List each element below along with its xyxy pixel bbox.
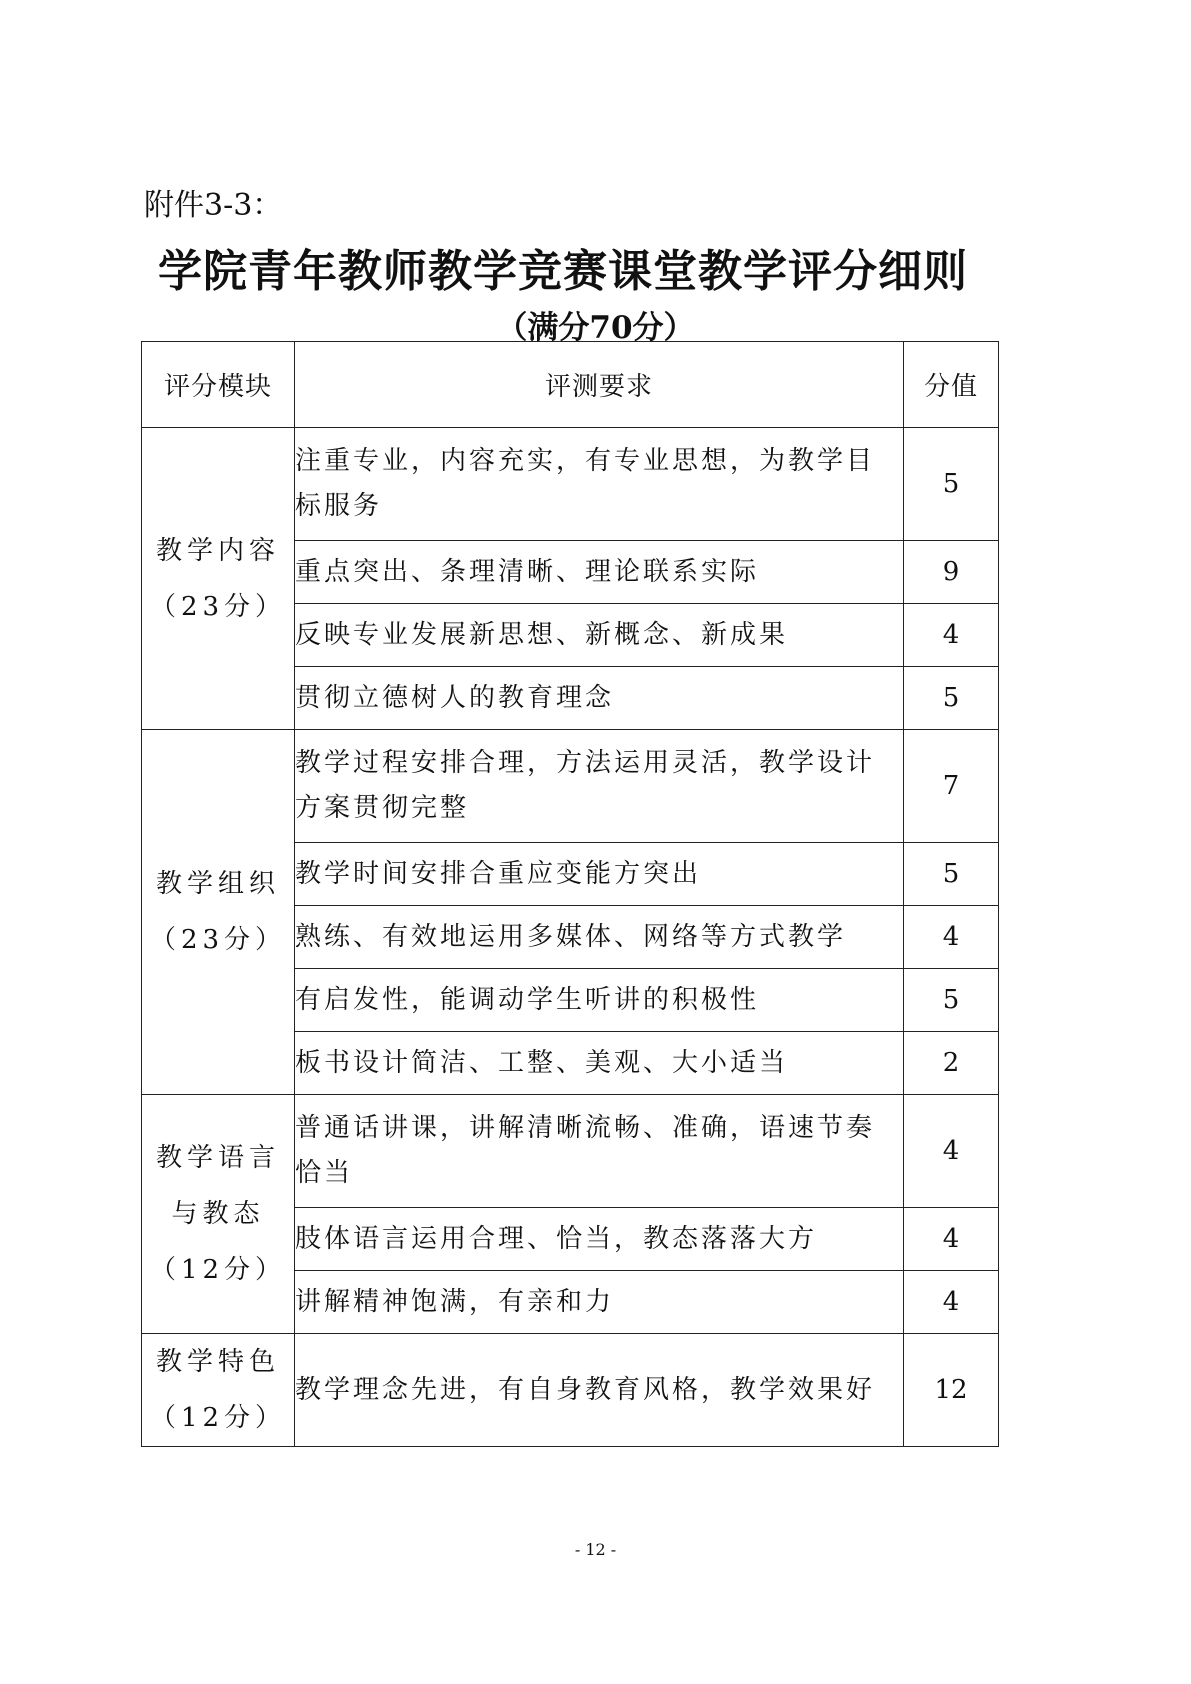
module-teaching-content [142,428,295,730]
requirement-cell: 熟练、有效地运用多媒体、网络等方式教学 [295,906,904,969]
requirement-cell: 反映专业发展新思想、新概念、新成果 [295,604,904,667]
module-name: 教学内容 [155,535,280,566]
score-cell: 4 [904,604,999,667]
score-cell: 4 [904,906,999,969]
requirement-cell: 板书设计简洁、工整、美观、大小适当 [295,1032,904,1095]
module-points: （12分） [149,1403,287,1433]
score-cell: 9 [904,541,999,604]
table-row [142,428,999,541]
requirement-cell: 教学过程安排合理，方法运用灵活，教学设计方案贯彻完整 [295,730,904,843]
table-row [142,730,999,843]
module-points: （12分） [149,1255,287,1285]
requirement-cell: 讲解精神饱满，有亲和力 [295,1271,904,1334]
requirement-cell: 教学时间安排合重应变能方突出 [295,843,904,906]
score-cell: 5 [904,667,999,730]
page-number: - 12 - [574,1540,617,1559]
document-subtitle: （满分70分） [496,310,695,346]
requirement-cell: 教学理念先进，有自身教育风格，教学效果好 [295,1334,904,1447]
table-row [142,1095,999,1208]
requirement-cell: 注重专业，内容充实，有专业思想，为教学目标服务 [295,428,904,541]
document-title: 学院青年教师教学竞赛课堂教学评分细则 [158,246,968,297]
score-cell: 7 [904,730,999,843]
score-cell: 2 [904,1032,999,1095]
header-score: 分值 [904,342,999,428]
score-cell: 4 [904,1271,999,1334]
module-points: （23分） [149,925,287,955]
module-points: （23分） [149,591,287,622]
module-teaching-organization [142,730,295,1095]
module-name: 教学组织 [155,869,280,899]
table-row [142,1334,999,1447]
module-language-demeanor [142,1095,295,1334]
header-requirement: 评测要求 [295,342,904,428]
table-header-row [142,342,999,428]
attachment-label: 附件3-3： [144,188,283,223]
score-cell: 5 [904,843,999,906]
score-cell: 5 [904,969,999,1032]
score-cell: 4 [904,1208,999,1271]
requirement-cell: 重点突出、条理清晰、理论联系实际 [295,541,904,604]
module-teaching-features [142,1334,295,1447]
module-name: 教学特色 [155,1347,280,1377]
module-name: 教学语言 [155,1143,280,1173]
requirement-cell: 普通话讲课，讲解清晰流畅、准确，语速节奏恰当 [295,1095,904,1208]
header-module: 评分模块 [142,342,295,428]
score-cell: 12 [904,1334,999,1447]
requirement-cell: 贯彻立德树人的教育理念 [295,667,904,730]
score-cell: 5 [904,428,999,541]
scoring-table [141,341,999,1447]
requirement-cell: 有启发性，能调动学生听讲的积极性 [295,969,904,1032]
score-cell: 4 [904,1095,999,1208]
requirement-cell: 肢体语言运用合理、恰当，教态落落大方 [295,1208,904,1271]
module-name-cont: 与教态 [171,1199,265,1229]
